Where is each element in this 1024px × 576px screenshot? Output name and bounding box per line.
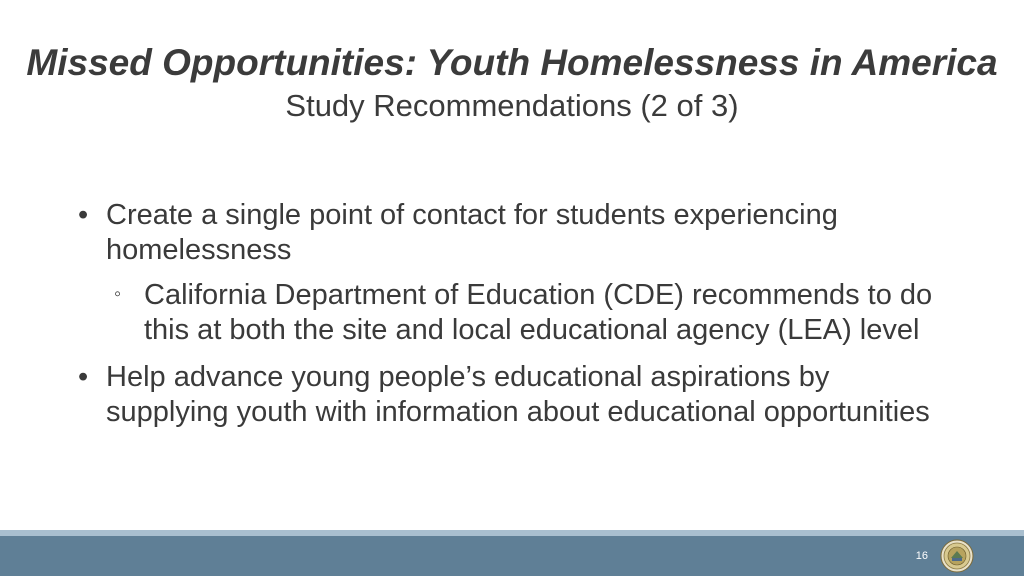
cde-seal-icon [940, 539, 974, 573]
bullet-text: Help advance young people’s educational aspirations by supplying youth with information about educational opportunities [106, 361, 930, 428]
slide-subtitle: Study Recommendations (2 of 3) [285, 88, 739, 123]
page-number: 16 [915, 550, 928, 562]
bullet-list [74, 198, 954, 440]
slide-title: Missed Opportunities: Youth Homelessness in America [26, 42, 998, 83]
bullet-item [74, 198, 954, 268]
title-block [0, 42, 1024, 124]
footer-bar [0, 536, 1024, 576]
sub-bullet-text: California Department of Education (CDE) recommends to do this at both the site and local educational agency (LEA) level [144, 279, 933, 346]
sub-bullet-marker: ◦ [114, 283, 122, 305]
bullet-text: Create a single point of contact for students experiencing homelessness [106, 199, 838, 266]
bullet-item [74, 360, 954, 430]
bullet-marker: • [78, 199, 89, 231]
bullet-marker: • [78, 361, 89, 393]
sub-bullet-item [74, 278, 954, 348]
